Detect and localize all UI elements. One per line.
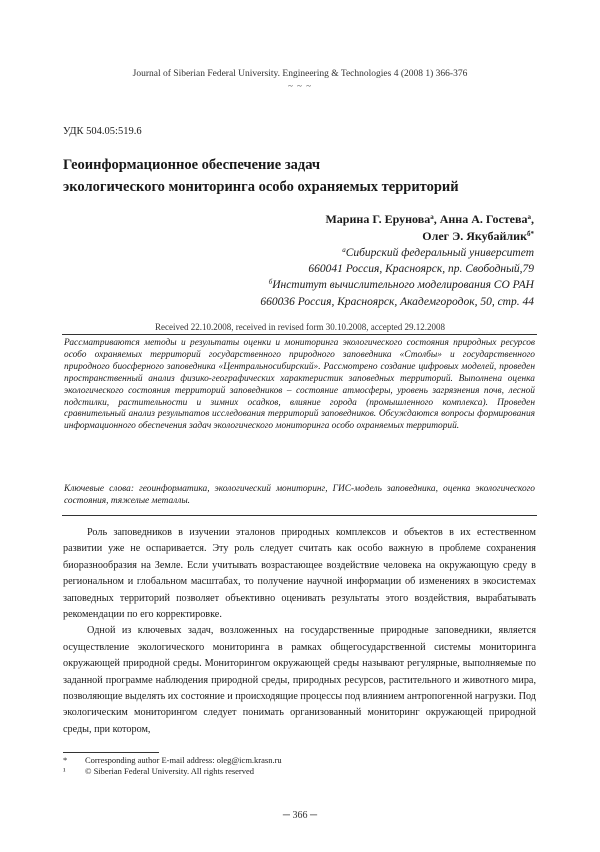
footnote-1	[63, 755, 282, 766]
affiliation-b-name: $^б$Институт вычислительного моделирования СО РАН	[268, 278, 534, 292]
abstract-box	[62, 334, 537, 516]
author-affil-mark: а	[527, 213, 531, 221]
received-dates: Received 22.10.2008, received in revised form 30.10.2008, accepted 29.12.2008	[155, 322, 445, 332]
author-name: Олег Э. Якубайлик	[422, 229, 527, 243]
author-name: Анна А. Гостева	[439, 212, 528, 226]
author-name: Марина Г. Ерунова	[325, 212, 431, 226]
footnote-2	[63, 766, 282, 777]
paper-title	[63, 154, 543, 198]
page-number: ─ 366 ─	[282, 810, 318, 821]
author-affil-mark: б*	[527, 230, 534, 238]
body-text	[63, 525, 536, 738]
header-ornament: ~ ~ ~	[287, 81, 313, 91]
affil-mark: б	[268, 278, 273, 287]
author-affil-mark: а	[430, 213, 434, 221]
affiliation-a-address: 660041 Россия, Красноярск, пр. Свободный,79	[308, 263, 534, 276]
affiliations	[260, 245, 534, 310]
footnote-text: © Siberian Federal University. All rights reserved	[85, 766, 255, 776]
affil-mark: а	[342, 246, 346, 254]
footnote-divider	[63, 752, 159, 753]
journal-header: Journal of Siberian Federal University. Engineering & Technologies 4 (2008 1) 366-376	[132, 69, 468, 79]
affiliation-b-address: 660036 Россия, Красноярск, Академгородок, 50, стр. 44	[260, 295, 534, 308]
author-separator: ,	[433, 212, 440, 226]
footnotes	[63, 755, 282, 777]
footnote-text: Corresponding author E-mail address: oleg@icm.krasn.ru	[85, 755, 282, 765]
author-list	[325, 211, 534, 245]
affiliation-a-name: $^а$Сибирский федеральный университет	[342, 246, 534, 259]
abstract-text: Рассматриваются методы и результаты оценки и мониторинга экологического состояния природных ресурсов особо охраняемых территорий государственного природного заповедника «Столбы» и государственного природного биосферного заповедника «Центральносибирский». Рассмотрено создание цифровых моделей, проведен пространственный анализ физико-географических характеристик заповедных территорий. Выполнена оценка экологического состояния территорий заповедников – состояние атмосферы, уровень загрязнения почв, лесной подстилки, растительности и зимних осадков, влияние города (промышленного комплекса). Проведен сравнительный анализ результатов исследования территорий заповедников. Обсуждаются вопросы формирования информационного обеспечения задач экологического мониторинга особо охраняемых территорий.	[64, 338, 535, 432]
author-line-1	[325, 211, 534, 228]
footnote-mark: ¹	[63, 766, 66, 776]
title-line-1: Геоинформационное обеспечение задач	[63, 157, 321, 173]
author-line-2	[325, 228, 534, 245]
title-line-2: экологического мониторинга особо охраняемых территорий	[63, 179, 459, 195]
paragraph-1: Роль заповедников в изучении эталонов природных комплексов и объектов в их естественном развитии уже не оспаривается. Эту роль следует считать как особо важную в проблеме сохранения биоразнообразия на Земле. Если учитывать возрастающее воздействие человека на окружающую среду в региональном и глобальном масштабах, то получение научной информации об изменениях в экосистемах заповедных территорий позволяет объективно оценивать результаты этого воздействия, вырабатывать рекомендации по его корректировке.	[63, 527, 536, 621]
paragraph-2: Одной из ключевых задач, возложенных на государственные природные заповедники, является осуществление экологического мониторинга в рамках общегосударственной системы мониторинга окружающей природной среды. Мониторингом окружающей среды называют регулярные, выполняемые по заданной программе наблюдения природной среды, природных ресурсов, растительного и животного мира, позволяющие выделять их состояние и происходящие процессы под влиянием антропогенной нагрузки. Под экологическим мониторингом следует понимать организованный мониторинг окружающей природной среды, при котором,	[63, 625, 536, 735]
footnote-mark: *	[63, 755, 68, 765]
udk-code: УДК 504.05:519.6	[63, 126, 142, 137]
keywords-text: Ключевые слова: геоинформатика, экологический мониторинг, ГИС-модель заповедника, оценка экологического состояния, тяжелые металлы.	[64, 484, 535, 506]
author-separator: ,	[531, 212, 534, 226]
